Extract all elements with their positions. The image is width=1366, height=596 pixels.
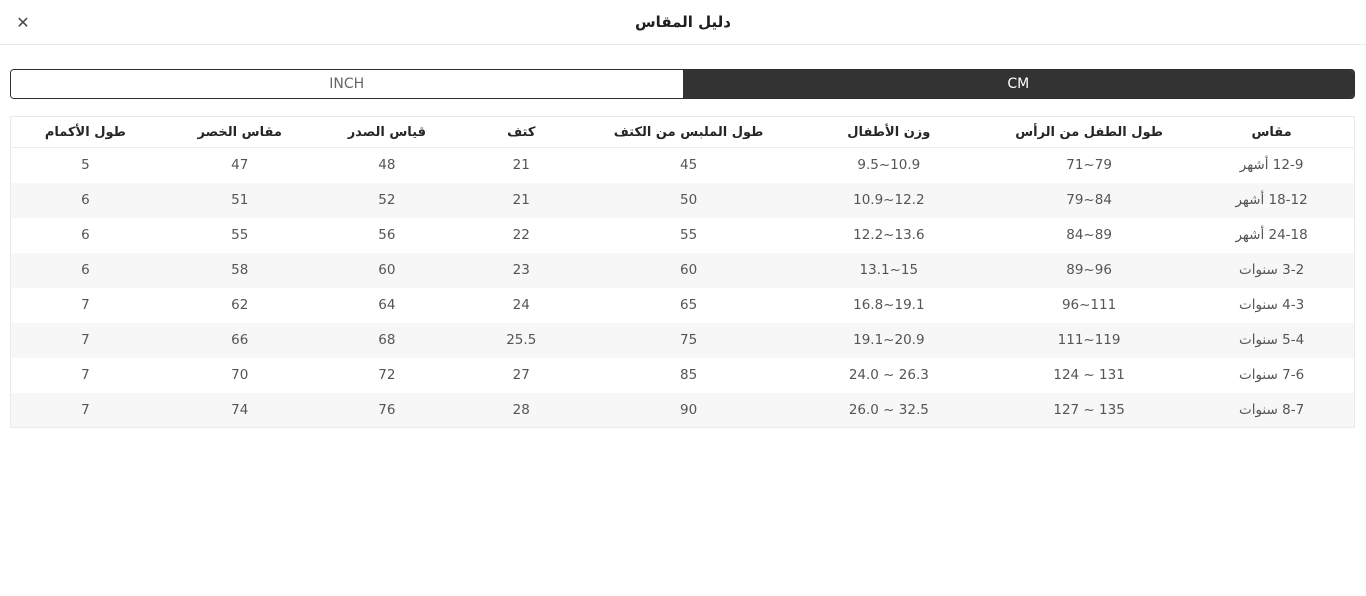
modal-header: [0, 0, 1366, 45]
value-cell: 7: [81, 297, 90, 313]
value-cell: 55: [231, 227, 249, 243]
value-cell: 22: [512, 227, 530, 243]
table-row: [11, 358, 1355, 393]
value-cell: 68: [378, 332, 396, 348]
value-cell: 13.1~15: [859, 262, 919, 278]
value-cell: 6: [81, 192, 90, 208]
value-cell: 64: [378, 297, 396, 313]
size-label-cell: 12-9 أشهر: [1239, 157, 1304, 174]
size-table-wrap: [10, 116, 1355, 428]
table-row: [11, 393, 1355, 428]
value-cell: 111~119: [1057, 332, 1121, 348]
value-cell: 7: [81, 332, 90, 348]
column-header: مقاس الخصر: [160, 117, 320, 148]
value-cell: 75: [679, 332, 698, 348]
size-table: [10, 116, 1355, 428]
value-cell: 27: [512, 367, 530, 383]
size-label-cell: 8-7 سنوات: [1239, 401, 1305, 418]
value-cell: 76: [378, 401, 396, 418]
value-cell: 7: [81, 401, 90, 418]
value-cell: 56: [378, 227, 396, 243]
table-row: [11, 288, 1355, 323]
column-header: قياس الصدر: [320, 117, 454, 148]
value-cell: 24: [512, 297, 530, 313]
value-cell: 21: [512, 157, 530, 174]
column-header: طول الأكمام: [11, 117, 160, 148]
value-cell: 24.0 ~ 26.3: [848, 367, 929, 383]
value-cell: 23: [512, 262, 530, 278]
value-cell: 96~111: [1061, 297, 1117, 313]
column-header: مقاس: [1189, 117, 1354, 148]
value-cell: 127 ~ 135: [1053, 401, 1125, 418]
value-cell: 6: [81, 227, 90, 243]
value-cell: 25.5: [506, 332, 537, 348]
unit-toggle: [10, 69, 1355, 99]
table-row: [11, 323, 1355, 358]
table-row: [11, 183, 1355, 218]
value-cell: 9.5~10.9: [857, 157, 921, 174]
cm-tab[interactable]: CM: [683, 70, 1355, 98]
header-row: [11, 117, 1355, 148]
table-row: [11, 148, 1355, 183]
value-cell: 51: [231, 192, 249, 208]
value-cell: 85: [679, 367, 698, 383]
value-cell: 72: [378, 367, 396, 383]
value-cell: 55: [679, 227, 698, 243]
value-cell: 62: [231, 297, 249, 313]
value-cell: 16.8~19.1: [853, 297, 925, 313]
size-label-cell: 24-18 أشهر: [1235, 227, 1308, 243]
value-cell: 47: [231, 157, 249, 174]
value-cell: 60: [378, 262, 396, 278]
value-cell: 70: [231, 367, 249, 383]
column-header: وزن الأطفال: [789, 117, 989, 148]
value-cell: 60: [679, 262, 698, 278]
value-cell: 89~96: [1066, 262, 1112, 278]
value-cell: 90: [679, 401, 698, 418]
value-cell: 58: [231, 262, 249, 278]
inch-tab[interactable]: INCH: [11, 70, 683, 98]
value-cell: 65: [679, 297, 698, 313]
value-cell: 10.9~12.2: [853, 192, 925, 208]
value-cell: 19.1~20.9: [853, 332, 925, 348]
table-row: [11, 253, 1355, 288]
value-cell: 5: [81, 157, 90, 174]
column-header: طول الطفل من الرأس: [989, 117, 1189, 148]
value-cell: 74: [231, 401, 249, 418]
column-header: كتف: [454, 117, 588, 148]
value-cell: 71~79: [1066, 157, 1112, 174]
page-title: دليل المقاس: [634, 13, 732, 31]
value-cell: 6: [81, 262, 90, 278]
value-cell: 28: [512, 401, 530, 418]
value-cell: 45: [679, 157, 698, 174]
size-label-cell: 5-4 سنوات: [1239, 332, 1305, 348]
value-cell: 21: [512, 192, 530, 208]
value-cell: 12.2~13.6: [853, 227, 925, 243]
value-cell: 26.0 ~ 32.5: [848, 401, 929, 418]
value-cell: 7: [81, 367, 90, 383]
value-cell: 79~84: [1066, 192, 1112, 208]
value-cell: 48: [378, 157, 396, 174]
size-label-cell: 4-3 سنوات: [1239, 297, 1305, 313]
value-cell: 84~89: [1066, 227, 1112, 243]
column-header: طول الملبس من الكتف: [588, 117, 788, 148]
size-table-body: [11, 148, 1355, 428]
value-cell: 52: [378, 192, 396, 208]
size-label-cell: 18-12 أشهر: [1235, 192, 1308, 208]
value-cell: 66: [231, 332, 249, 348]
close-icon[interactable]: ✕: [13, 13, 33, 33]
value-cell: 124 ~ 131: [1053, 367, 1125, 383]
value-cell: 50: [679, 192, 698, 208]
size-label-cell: 7-6 سنوات: [1239, 367, 1305, 383]
table-row: [11, 218, 1355, 253]
size-label-cell: 3-2 سنوات: [1239, 262, 1305, 278]
